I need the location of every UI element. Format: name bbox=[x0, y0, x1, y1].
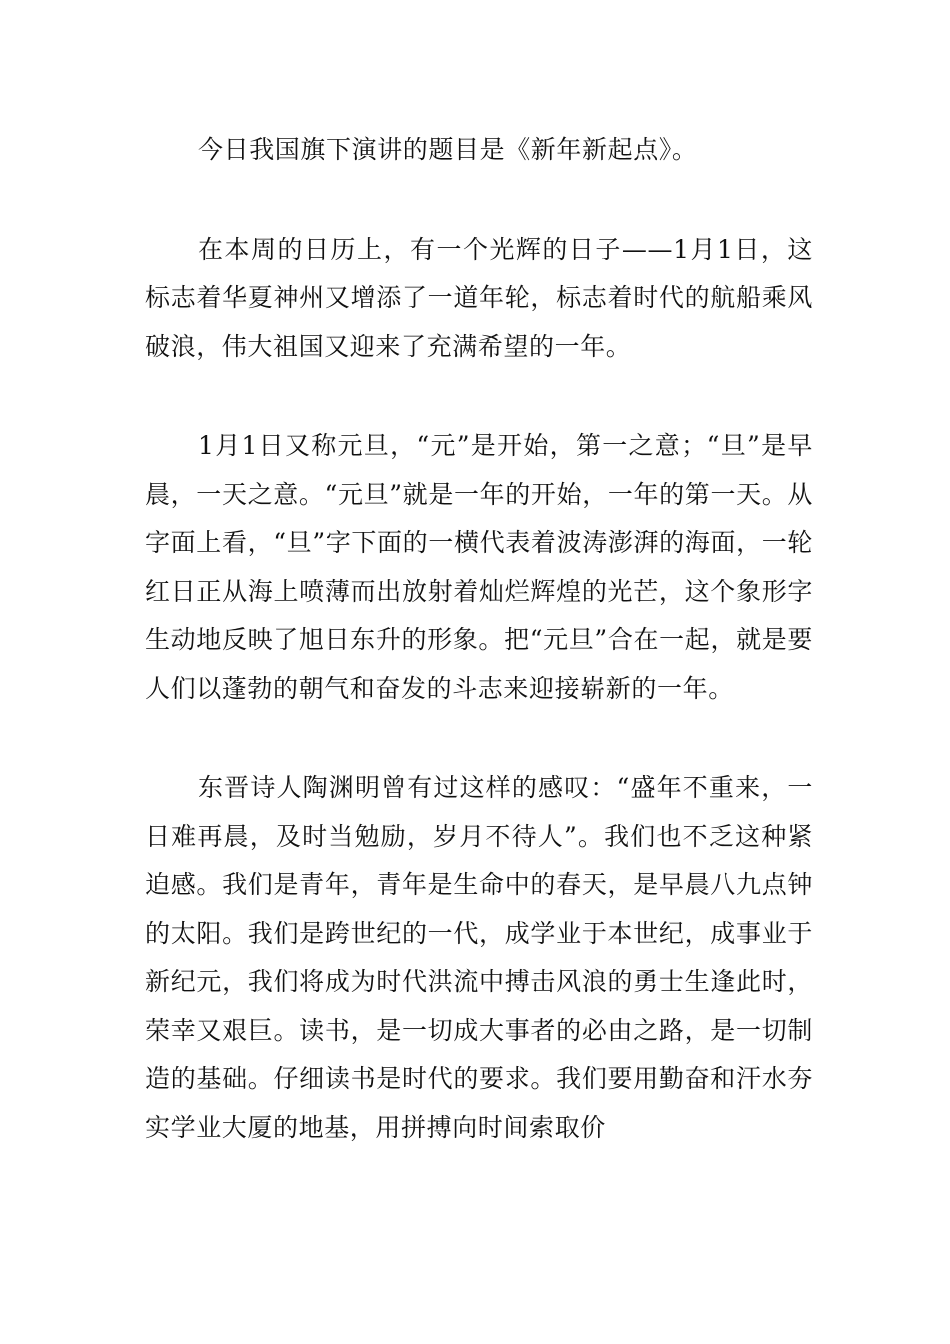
paragraph-yuandan-meaning: 1月1日又称元旦，“元”是开始，第一之意；“旦”是早晨，一天之意。“元旦”就是一年的开始，一年的第一天。从字面上看，“旦”字下面的一横代表着波涛澎湃的海面，一轮红日正从海上喷薄而出放射着灿烂辉煌的光芒，这个象形字生动地反映了旭日东升的形象。把“元旦”合在一起，就是要人们以蓬勃的朝气和奋发的斗志来迎接崭新的一年。 bbox=[145, 431, 813, 703]
paragraph-youth-study: 东晋诗人陶渊明曾有过这样的感叹：“盛年不重来，一日难再晨，及时当勉励，岁月不待人”。我们也不乏这种紧迫感。我们是青年，青年是生命中的春天，是早晨八九点钟的太阳。我们是跨世纪的一代，成学业于本世纪，成事业于新纪元，我们将成为时代洪流中搏击风浪的勇士生逢此时，荣幸又艰巨。读书，是一切成大事者的必由之路，是一切制造的基础。仔细读书是时代的要求。我们要用勤奋和汗水夯实学业大厦的地基，用拼搏向时间索取价 bbox=[145, 773, 813, 1142]
paragraph-new-year-day: 在本周的日历上，有一个光辉的日子——1月1日，这标志着华夏神州又增添了一道年轮，标志着时代的航船乘风破浪，伟大祖国又迎来了充满希望的一年。 bbox=[145, 234, 813, 361]
document-body bbox=[145, 126, 813, 1203]
paragraph-title-intro: 今日我国旗下演讲的题目是《新年新起点》。 bbox=[198, 135, 698, 164]
